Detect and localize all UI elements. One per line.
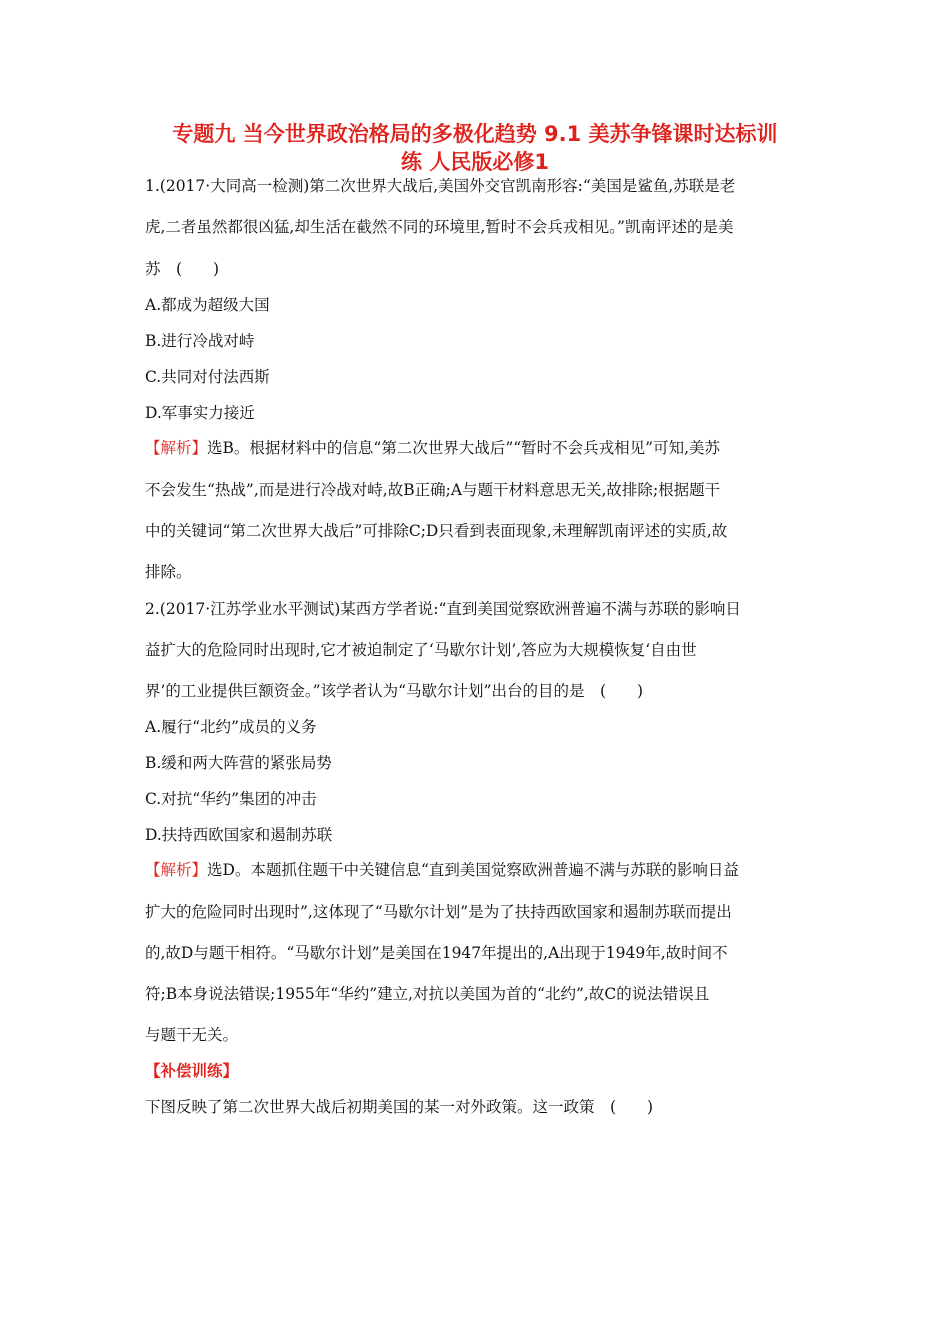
q1-stem-line-2: 虎,二者虽然都很凶猛,却生活在截然不同的环境里,暂时不会兵戎相见。”凯南评述的是美 bbox=[145, 218, 734, 236]
q1-analysis-line-2: 不会发生“热战”,而是进行冷战对峙,故B正确;A与题干材料意思无关,故排除;根据题干 bbox=[145, 481, 721, 499]
q1-analysis-text-1: 选B。根据材料中的信息“第二次世界大战后”“暂时不会兵戎相见”可知,美苏 bbox=[207, 439, 721, 457]
q2-analysis-line-2: 扩大的危险同时出现时”,这体现了“马歇尔计划”是为了扶持西欧国家和遏制苏联而提出 bbox=[145, 903, 732, 921]
q1-analysis-tag: 【解析】 bbox=[145, 439, 208, 457]
q2-analysis-tag: 【解析】 bbox=[145, 861, 208, 879]
q1-stem-line-1: 1.(2017·大同高一检测)第二次世界大战后,美国外交官凯南形容:“美国是鲨鱼,苏联是老 bbox=[145, 177, 736, 195]
q1-option-a: A.都成为超级大国 bbox=[145, 296, 270, 314]
q2-option-d: D.扶持西欧国家和遏制苏联 bbox=[145, 826, 333, 844]
q2-analysis-line-4: 符;B本身说法错误;1955年“华约”建立,对抗以美国为首的“北约”,故C的说法错误且 bbox=[145, 985, 710, 1003]
q1-analysis-line-3: 中的关键词“第二次世界大战后”可排除C;D只看到表面现象,未理解凯南评述的实质,故 bbox=[145, 522, 728, 540]
q2-stem-line-2: 益扩大的危险同时出现时,它才被迫制定了‘马歇尔计划’,答应为大规模恢复‘自由世 bbox=[145, 641, 697, 659]
q2-stem-line-3: 界’的工业提供巨额资金。”该学者认为“马歇尔计划”出台的目的是 ( ) bbox=[145, 682, 644, 700]
q2-analysis-line-5: 与题干无关。 bbox=[145, 1026, 239, 1044]
q2-analysis-text-1: 选D。本题抓住题干中关键信息“直到美国觉察欧洲普遍不满与苏联的影响日益 bbox=[207, 861, 739, 879]
supplement-heading: 【补偿训练】 bbox=[145, 1061, 239, 1080]
q1-option-c: C.共同对付法西斯 bbox=[145, 368, 270, 386]
q2-option-a: A.履行“北约”成员的义务 bbox=[145, 718, 317, 736]
q2-analysis-line-3: 的,故D与题干相符。“马歇尔计划”是美国在1947年提出的,A出现于1949年,故时间不 bbox=[145, 944, 728, 962]
q2-stem-line-1: 2.(2017·江苏学业水平测试)某西方学者说:“直到美国觉察欧洲普遍不满与苏联的影响日 bbox=[145, 600, 741, 618]
q1-option-b: B.进行冷战对峙 bbox=[145, 332, 255, 350]
title-line-2: 练 人民版必修1 bbox=[401, 150, 549, 174]
title-line-1: 专题九 当今世界政治格局的多极化趋势 9.1 美苏争锋课时达标训 bbox=[172, 122, 778, 146]
q1-analysis-line-4: 排除。 bbox=[145, 563, 192, 581]
q1-stem-line-3: 苏 ( ) bbox=[145, 260, 220, 278]
q1-analysis-line-1 bbox=[145, 437, 720, 459]
q2-option-c: C.对抗“华约”集团的冲击 bbox=[145, 790, 317, 808]
document-title bbox=[130, 120, 820, 176]
q2-analysis-line-1 bbox=[145, 859, 739, 881]
q2-option-b: B.缓和两大阵营的紧张局势 bbox=[145, 754, 332, 772]
supplement-stem: 下图反映了第二次世界大战后初期美国的某一对外政策。这一政策 ( ) bbox=[145, 1098, 654, 1116]
q1-option-d: D.军事实力接近 bbox=[145, 404, 255, 422]
